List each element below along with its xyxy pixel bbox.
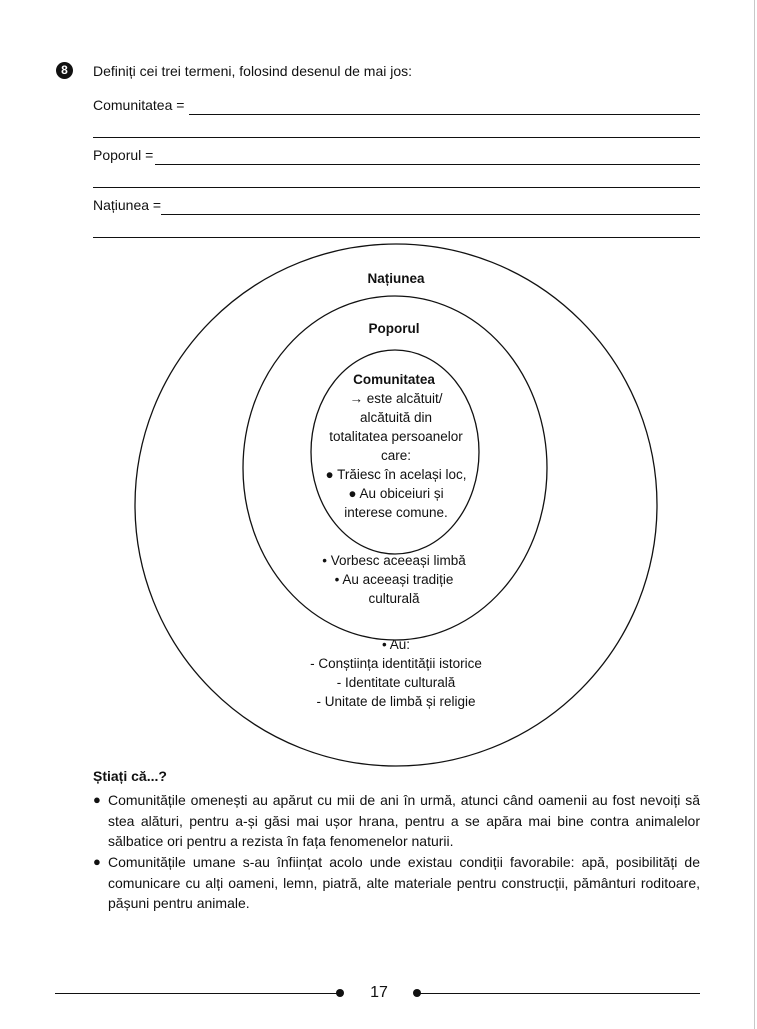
middle-circle-line: • Au aceeași tradiție [334, 572, 454, 587]
outer-circle-line: • Au: [382, 637, 410, 652]
inner-circle-line: totalitatea persoanelor [329, 429, 463, 444]
footer-dot-left [336, 989, 344, 997]
footer-rule-left [55, 993, 338, 994]
middle-circle-line: culturală [368, 591, 420, 606]
outer-circle-line: - Identitate culturală [336, 675, 456, 690]
question-number-badge: 8 [56, 62, 73, 79]
definition-label: Comunitatea = [93, 97, 185, 113]
footer-rule-right [419, 993, 700, 994]
inner-circle-line: care: [380, 448, 412, 463]
did-you-know-text: Comunitățile omenești au apărut cu mii de ani în urmă, atunci când oamenii au fost nevoiți să stea alături, pentru a-și găsi mai ușor hrana, pentru a se apăra mai bine contra animalelor sălbatice ori pentru a rezista în fața fenomenelor naturii. [108, 792, 700, 849]
inner-circle-line: → este alcătuit/ [349, 391, 443, 406]
outer-circle-line: - Conștiința identității istorice [310, 656, 482, 671]
bullet-icon: ● [93, 792, 101, 807]
bullet-icon: ● [93, 854, 101, 869]
inner-circle-line: ● Au obiceiuri și [348, 486, 444, 501]
did-you-know-item [93, 790, 700, 852]
did-you-know-text: Comunitățile umane s-au înființat acolo unde existau condiții favorabile: apă, posibilități de comunicare cu alți oameni, lemn, piatră, alte materiale pentru construcții, pământuri roditoare, pășuni pentru animale. [108, 854, 700, 911]
outer-circle-title: Națiunea [367, 271, 425, 286]
did-you-know-item [93, 852, 700, 914]
page-number: 17 [370, 984, 388, 1001]
question-prompt: Definiți cei trei termeni, folosind desenul de mai jos: [93, 63, 413, 79]
outer-circle-line: - Unitate de limbă și religie [316, 694, 476, 709]
definition-label: Națiunea = [93, 197, 162, 213]
middle-circle-line: • Vorbesc aceeași limbă [322, 553, 466, 568]
did-you-know-title: Știați că...? [93, 768, 167, 784]
inner-circle-line: alcătuită din [359, 410, 433, 425]
definition-label: Poporul = [93, 147, 154, 163]
inner-circle-line: interese comune. [344, 505, 448, 520]
middle-circle-title: Poporul [368, 321, 420, 336]
inner-circle-title: Comunitatea [353, 372, 435, 387]
inner-circle-line: ● Trăiesc în același loc, [325, 467, 467, 482]
